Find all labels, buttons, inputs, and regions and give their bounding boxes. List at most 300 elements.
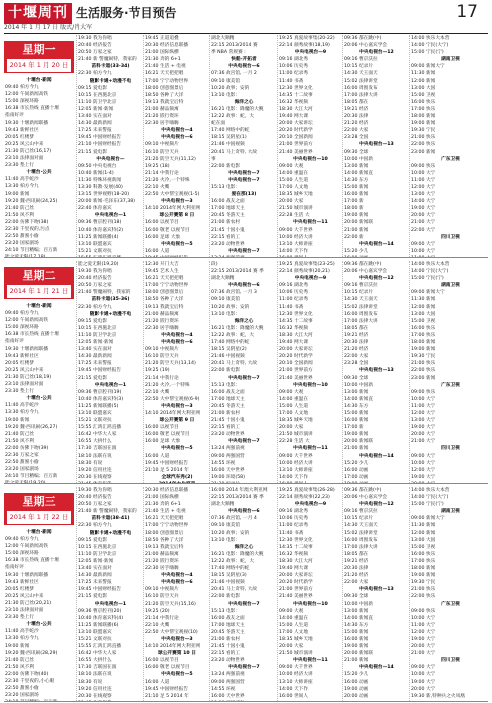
channel-heading: 苗科卡道(35-36) [91, 297, 130, 303]
program-entry: 20:06 中心嘉宾学会 [344, 43, 388, 49]
program-entry: 10:06 历史秀 [279, 64, 309, 70]
program-entry: 10:20 故事；安的 [211, 85, 250, 91]
program-entry: 21:00 快乐 [411, 135, 436, 141]
channel-heading: 中央电视台—7 [228, 601, 260, 607]
program-entry: 21:20 经济 [344, 121, 369, 127]
program-entry: 21:00 世界前方 [279, 368, 313, 374]
program-entry: 15:00 深视环路 [5, 551, 39, 557]
program-entry: 10:40 新闻(1-4) [78, 170, 114, 176]
program-entry: 21:00 大宁 [411, 220, 436, 226]
program-entry: 10:00 中国新 [344, 156, 374, 162]
program-entry: 21:14 中我行论 [145, 170, 179, 176]
program-entry: 15:20 少儿 [344, 460, 369, 466]
program-entry: 09:36 曹京腔刊(20) [78, 608, 122, 614]
program-entry: 12:30 世界文化 [279, 85, 313, 91]
program-entry: 14:35 十二故事 [279, 92, 313, 98]
program-entry: 10:06 历史秀 [279, 516, 309, 522]
program-entry: 22:15 看的工 [211, 234, 241, 240]
program-entry: 09:15 爱电影 [78, 85, 108, 91]
program-entry: 23:28 全国 [344, 361, 369, 367]
program-entry: 20:06 中心嘉宾学会 [344, 495, 388, 501]
listing-column-1 [4, 35, 75, 257]
program-entry: 20:00 动画 [344, 693, 369, 699]
program-entry: 19:45 中国财经报告 [145, 460, 189, 466]
program-entry: 15:00 深视环路 [5, 325, 39, 331]
program-entry: 09:16 曹京沃拉 [344, 283, 378, 289]
program-entry: 22:00 仿佛下吻(38) [5, 219, 49, 225]
program-entry: 20:30 在线观察 [78, 693, 112, 699]
program-entry: 17:00 快乐 [411, 332, 436, 338]
program-entry: 09:10 中视频片 [145, 587, 179, 593]
listing-column-3 [143, 35, 209, 257]
program-entry [78, 481, 143, 483]
program-entry: 19:30 我为你唱 [78, 488, 112, 493]
program-entry: 21:40 生活 + 电视 [145, 509, 186, 515]
program-entry: 16:00 敬老 以视节目 [145, 665, 190, 671]
program-entry: 20:45 冬游天主 [211, 403, 245, 409]
program-entry: 13:24 两强前视 [211, 672, 245, 678]
program-entry: 19:00 大宁 [411, 636, 436, 642]
program-entry: 21:20 经济 [344, 347, 369, 353]
program-entry: 19:13 我就宝后特 [145, 304, 184, 310]
program-entry: 季 NBA 常规赛 : [211, 50, 246, 56]
program-entry: 22:10 火鹰 [145, 622, 170, 628]
program-entry: 16:00 足球 大象 [145, 234, 181, 240]
program-entry: 18:15 吴阴星(3) [211, 573, 247, 579]
program-entry: 10:06 历史秀 [279, 290, 309, 296]
program-entry: 19:30 十堰新闻联播 [5, 572, 49, 578]
program-entry: 16:00 新闻 [344, 636, 369, 642]
program-entry: 15:21 文联对抗 [78, 636, 112, 642]
program-entry: 20:30 在线观察 [78, 474, 112, 480]
program-entry: 17:00 人文地 [279, 184, 309, 190]
program-entry: 13:40 实在面对 [78, 566, 112, 572]
program-entry: 13:00 大国 [411, 537, 436, 543]
program-entry: 12:00 午间新闻高铁 [5, 544, 49, 550]
program-entry: 21:20 经济 [344, 573, 369, 579]
program-entry: 16:00 战友之面 [211, 389, 245, 395]
program-entry: 14:30 最新新闻 [78, 573, 112, 579]
listing-columns [4, 261, 488, 483]
program-entry [211, 255, 277, 257]
program-entry: 15:00 人生道 [279, 403, 309, 409]
program-entry: 09:16 曹京沃拉 [344, 57, 378, 63]
program-entry: 12:22 故事：蛇，大 [211, 114, 255, 120]
program-entry: 16:00 快乐 [411, 551, 436, 557]
channel-heading: 全球汽车秀(2) [161, 474, 193, 480]
program-entry: 21:00 国际纵横 [145, 495, 179, 501]
program-entry: 20:45 冬游天主 [211, 629, 245, 635]
program-entry: 20:05 红楼梦 [5, 360, 35, 366]
program-entry: 14:30 天王面天 [344, 297, 378, 303]
program-entry: 09:36 都在跳(中) [344, 488, 382, 493]
program-entry: 20:00 新闻联 [344, 651, 374, 657]
program-entry: 13:10 联盟嘉宾 [78, 241, 112, 247]
program-entry: 15:00 卫视 [411, 318, 436, 324]
program-entry: 10:00 经济大讲 [279, 672, 313, 678]
program-entry [344, 255, 409, 257]
program-entry: 12:30 世界文化 [279, 311, 313, 317]
program-entry: 13:00 新闻 [344, 163, 369, 169]
program-entry: 21:46 中国视频 [211, 142, 245, 148]
program-entry: 10:20 故事；安的 [211, 530, 250, 536]
program-entry: 09:40 柏方今九 [5, 537, 39, 543]
program-entry: 20:00 大家 [279, 199, 304, 205]
program-entry: 10:40 体育嘉宾特(4) [78, 615, 124, 621]
program-entry: 18:05 都在 [344, 99, 369, 105]
program-entry: 21:30 防己丝(18,19) [5, 374, 52, 380]
program-entry: 16:55 大拼什么 [78, 658, 112, 664]
program-entry: 22:00 大家 [344, 128, 369, 134]
program-entry: 09:00 大千世界 [279, 453, 313, 459]
program-entry: 19:21 经济 [344, 106, 369, 112]
program-entry: 16:32 华视频 [279, 325, 309, 331]
program-entry [145, 255, 209, 257]
program-entry: 23:20 国家剧场 [5, 467, 39, 473]
program-entry: 12:00 大宁 [411, 629, 436, 635]
program-entry: 10:00 大宁 [411, 248, 436, 254]
program-entry: 湖北大顺精 [211, 502, 235, 508]
section-title: 生活服务·节目预告 [76, 6, 177, 20]
program-entry: 16:00 新闻 [344, 418, 369, 424]
program-entry: 19:00 大宁 [411, 679, 436, 685]
program-entry: 13:10 电影： [211, 92, 241, 98]
channel-heading: 中央电视台—4 [161, 573, 193, 579]
program-entry: 17:00 新 [344, 425, 364, 431]
program-entry [78, 255, 143, 257]
program-entry: 12:05 新闻·新闻 [78, 106, 114, 112]
program-entry: 16:55 大拼什么 [78, 439, 112, 445]
program-entry: 09:00 大宁 [411, 241, 436, 247]
program-entry: 21:50 风不利 [5, 438, 35, 444]
program-entry: 19:25 (20) [145, 608, 170, 614]
program-entry: 09:10 康美馆 [211, 297, 241, 303]
listing-column-7 [409, 487, 488, 701]
program-entry: 21:20 防空天兵(13,14) [145, 361, 196, 367]
program-entry: 21:50 城市演讲 [279, 432, 313, 438]
channel-heading: 苗科卡道(38-41) [91, 516, 130, 522]
program-entry: 13:10 联盟嘉宾 [78, 629, 112, 635]
program-entry: 22:14 颜秀故事(20,21) [279, 269, 330, 275]
channel-heading: 中央电视台—4 [161, 128, 193, 134]
program-entry [5, 480, 73, 483]
program-entry: 12:00 大宁 [411, 184, 436, 190]
program-entry: 15:00 宁民(宁) [411, 50, 444, 56]
program-entry: 14:00 新闻直 [344, 615, 374, 621]
listing-list [5, 77, 73, 257]
program-entry: 09:16 湖北秀 [279, 509, 309, 515]
program-entry: 16:00 周围发布 [344, 537, 378, 543]
program-entry: 20:00 新闻联 [344, 220, 374, 226]
program-entry: 14:55 环视 [211, 686, 236, 692]
program-entry: 19:43 新鲜社区 [5, 127, 39, 133]
program-entry: 15:55 汇鸿汇鸿直播 [78, 644, 122, 650]
program-entry: 15:00 新闻 [344, 184, 369, 190]
program-entry: 14:10 2014年网大利亚网 [145, 644, 201, 650]
program-entry: 22:30 居手嗨嗨 [145, 325, 179, 331]
program-entry: 21:00 新闻 [344, 227, 369, 233]
program-entry: 14:00 重温在 [279, 615, 309, 621]
program-entry: 18:00 创意图景后 [145, 85, 184, 91]
program-entry: 10:15 在西施北京 [78, 92, 117, 98]
program-entry: 18:35 城乡天地 [279, 418, 313, 424]
program-entry: 18:30 大江大河 [279, 558, 313, 564]
program-entry: 22:14 颜秀故事(18,19) [279, 43, 330, 49]
program-entry: 09:00 快乐 [411, 389, 436, 395]
program-entry: 11:00 大宁 [411, 177, 436, 183]
channel-heading: 中央电视台—9 [294, 50, 327, 56]
program-entry [279, 255, 342, 257]
program-entry: 12:00 新闻 [411, 530, 436, 536]
program-entry: 16:21 天天把把唱 [145, 276, 184, 282]
program-entry: 13:30 柏方今九 [5, 410, 39, 416]
program-entry: 15:21 文联对抗 [78, 418, 112, 424]
program-entry: 16:21 电影：降魔的大腕 [211, 551, 264, 557]
program-entry: 22:00 大宁 [411, 227, 436, 233]
program-entry: 20:00 新闻联 [344, 439, 374, 445]
program-entry: 19:20 魏·西讯闹(26,27) [5, 424, 58, 430]
listing-column-5 [277, 35, 342, 257]
program-entry: 21:10 中国财经报告 [78, 142, 122, 148]
program-entry: 14:00 新闻直 [344, 396, 374, 402]
program-entry: 20:05 红楼梦 [5, 134, 35, 140]
program-entry: 22:50 大中帮宝观视(1-5) [145, 192, 200, 198]
program-entry: 20:30 法律 [344, 340, 369, 346]
program-entry: 19:45 中国财经报告 [145, 686, 189, 692]
program-entry: 22:40 体育嘉宾 [78, 206, 112, 212]
program-entry: 09:36 都在跳(中) [344, 36, 382, 41]
program-entry: 21:14 中我行论 [145, 375, 179, 381]
program-entry: 17:25 未来警报 [78, 361, 112, 367]
channel-heading: 中央电视台—12 [359, 276, 394, 282]
channel-heading: 中央电视台—14 [359, 241, 394, 247]
program-entry: 09:30 全球 [344, 375, 369, 381]
program-entry: 11:30 新闻 [411, 523, 436, 529]
program-entry: 07:36 故宫馆, 一月 2 [211, 71, 257, 77]
program-entry: 21:40 生活 + 电视 [145, 64, 186, 70]
program-entry: 20:40 经济报告 [78, 276, 112, 282]
program-entry: 18:15 吴阴星(2) [211, 347, 247, 353]
program-entry: 16:21 电影：降魔的大腕 [211, 325, 264, 331]
program-entry: 09:00 两强国营 [211, 453, 245, 459]
program-entry: 09:00 大宁 [411, 665, 436, 671]
program-entry: 21:00 快乐 [411, 361, 436, 367]
program-entry: 21:20 防空天兵(15,16) [145, 601, 196, 607]
program-entry: 12:30 世界文化 [279, 537, 313, 543]
program-entry: 20:00 大家讲坛 [279, 121, 313, 127]
program-entry: 12:00 午间新闻高铁 [5, 92, 49, 98]
program-entry: 16:00 周围发布 [344, 311, 378, 317]
program-entry: 22:30 万家之家 [5, 452, 39, 458]
program-entry: 21:50 风不利 [5, 212, 35, 218]
program-entry: 15:00 卫视 [411, 92, 436, 98]
program-entry: 18:00 新闻 [411, 566, 436, 572]
program-entry: 21:40 防己丝 [5, 657, 35, 663]
program-entry: 20:00 大宁 [411, 213, 436, 219]
program-entry: 21:20 嵌行资环 [145, 558, 179, 564]
program-entry: 22:14 颜秀故事(22,23) [279, 495, 330, 501]
page-header [0, 0, 492, 34]
program-entry: 19:25 (19) [145, 368, 170, 374]
program-entry: 22:15 看的工 [211, 651, 241, 657]
program-entry: 18:35 城乡天地 [279, 192, 313, 198]
program-entry: 16:00 世间人 [279, 693, 309, 699]
program-entry: 23:30 垫上行 [5, 389, 35, 395]
listing-column-4 [209, 35, 277, 257]
channel-heading: 中央电视台—1 [94, 601, 127, 607]
program-entry: 13:00 新闻 [344, 608, 369, 614]
program-entry: 16:10 防空天兵 [145, 594, 179, 600]
channel-heading: 十堰台·公共 [26, 396, 52, 402]
program-entry: 19:13 我就宝后特 [145, 99, 184, 105]
channel-heading: 湖南卫视 [441, 509, 460, 515]
program-entry: 12:00 午间新闻高铁 [5, 318, 49, 324]
program-entry: 19:45 中国财经报告 [78, 587, 122, 593]
program-entry: 16:00 敬老 以视节目 [145, 432, 190, 438]
program-entry: 21:50 风不利 [5, 664, 35, 670]
program-entry: 23:20 国家剧场 [5, 693, 39, 699]
day-badge [4, 493, 74, 525]
program-entry: 14:30 天王面天 [344, 71, 378, 77]
program-entry: 09:16 湖北秀 [279, 57, 309, 63]
day-badge [4, 41, 74, 73]
channel-heading: 广东卫视 [441, 156, 460, 162]
program-entry: 22:00 仿佛下吻(39) [5, 445, 49, 451]
channel-heading: 十堰台·新闻 [26, 304, 52, 309]
header-rule [4, 33, 488, 34]
program-entry: 11:25 新闻联播(5) [78, 403, 119, 409]
program-entry: 能之爱无限(19,20) [78, 262, 119, 267]
program-entry: 17:00 快乐 [411, 558, 436, 564]
channel-heading: 中央电视台—14 [359, 665, 394, 671]
program-entry: 20:05 红楼梦 [5, 586, 35, 592]
program-entry: 13:00 大国 [411, 311, 436, 317]
program-entry: 21:00 赫品频寓 [145, 551, 179, 557]
channel-heading: 快船-开拓者 [231, 57, 257, 63]
program-entry: 21:00 新闻 [344, 658, 369, 664]
program-entry: 22:15 2013/2014 赛 [211, 43, 258, 49]
channel-heading: 十堰台·公共 [26, 170, 52, 176]
program-entry: 10:00 大宁 [411, 170, 436, 176]
program-entry: 13:00 大宁 [411, 192, 436, 198]
program-entry: 20:00 大宁 [411, 686, 436, 692]
program-entry: 14:30 东方 [344, 177, 369, 183]
program-entry: 19:00 新闻 [344, 432, 369, 438]
program-entry: 17:30 吉联国在演 [78, 446, 117, 452]
program-entry: 09:00 新闻大宁 [411, 516, 445, 522]
program-entry: 16:00 周围发布 [344, 85, 378, 91]
program-entry: 19:00 动画 [344, 686, 369, 692]
program-entry: 14:00 宁民(大宁) [411, 269, 449, 275]
program-entry [78, 700, 143, 701]
program-entry: 19:00 新闻 [344, 644, 369, 650]
program-entry: 20:41 马上奇特, 大故 [211, 149, 258, 155]
channel-heading: 中央电视台—4 [161, 332, 193, 338]
program-entry: 19:30 宁民 [411, 580, 436, 586]
channel-heading: 球公开赛第 9 日 [159, 418, 195, 424]
program-entry: 24:10 节目精编；百万新 [5, 248, 58, 254]
program-entry: 22:15 看的工 [211, 425, 241, 431]
program-entry: 22:28 生活 大 [279, 213, 310, 219]
channel-heading: 中央电视台—6 [228, 509, 260, 515]
program-entry: 17:40 网络中的蛇 [211, 340, 250, 346]
program-entry: 16:00 以视节目 [145, 658, 179, 664]
program-entry: 22:00 仿佛下吻(40) [5, 671, 49, 677]
program-entry: 14:00 天下作 [279, 474, 309, 480]
channel-heading: 中央电视台—5 [161, 241, 193, 247]
program-entry: 14:00 大宁 [411, 199, 436, 205]
program-entry: 09:36 曹京腔刊(18) [78, 220, 122, 226]
program-entry: 11:10 防卫学北京 [78, 551, 117, 557]
program-entry: 23:10 法律面对面 [5, 382, 44, 388]
program-entry: 23:20 动物世界 [211, 658, 245, 664]
program-entry: 21:00 国际纵横 [145, 50, 179, 56]
program-entry: 15:13 电影： [211, 608, 241, 614]
program-entry: 18:10 法联在说 [78, 672, 112, 678]
channel-heading: 球公开赛第 8 日 [159, 213, 195, 219]
program-entry: 09:36 曹京腔刊(19) [78, 389, 122, 395]
program-entry: 10:15 纪录片 [344, 290, 374, 296]
program-entry: 16:42 中华大人家 [78, 432, 117, 438]
program-entry: 19:45 正道追叠 [145, 36, 179, 41]
dateline: 2014 年 1 月 17 日 版式/肖大军 [4, 24, 93, 31]
program-entry: 22:00 快乐 [411, 142, 436, 148]
program-entry: 18:30 有说 [78, 460, 103, 466]
program-entry: 16:38 市长热线 直播十堰 [5, 106, 59, 112]
program-entry: 21:20 嵌行资环 [145, 114, 179, 120]
program-entry: 18:35 城乡天地 [279, 636, 313, 642]
program-entry: 21:30 防己丝(20,21) [5, 600, 52, 606]
program-entry: 20:00 大家 [279, 644, 304, 650]
listing-list [5, 303, 73, 483]
channel-heading: 湖南卫视 [441, 57, 460, 63]
channel-heading: 中央电视台—6 [161, 340, 193, 346]
program-entry: 24:10 节目精编；百万新 [5, 474, 58, 480]
program-entry: 20:00 新闻·毛泽东(37,38) [78, 199, 136, 205]
program-entry: 21:40 新 警魔闹特，我家的 [78, 509, 137, 515]
program-entry: 14:35 十二故事 [279, 544, 313, 550]
program-entry: 14:00 宁民(大宁) [411, 495, 449, 501]
program-entry: 11:30 新闻 [411, 71, 436, 77]
program-entry: 21:20 嵌行资环 [145, 318, 179, 324]
program-entry: 17:30 吉联国在演 [78, 665, 117, 671]
program-entry: 12:22 故事：蛇，大 [211, 558, 255, 564]
program-entry: 22:28 生活 大 [279, 439, 310, 445]
program-entry: 19:40 网大课 [279, 340, 309, 346]
program-entry: 21:40 防己丝 [5, 431, 35, 437]
program-entry [411, 255, 488, 257]
program-entry: 11:40 书斋 [279, 530, 304, 536]
program-entry: 19:00 新闻 [411, 347, 436, 353]
program-entry: 21:40 美丽世界 [279, 375, 313, 381]
channel-heading: 中央电视台—6 [228, 64, 260, 70]
program-entry: 19:25 (18) [145, 163, 170, 169]
program-entry: 20:00 大家讲坛 [279, 347, 313, 353]
program-entry: 湖北大顺精 [211, 36, 235, 41]
program-entry: 段) [211, 262, 218, 267]
channel-heading: 中央电视台—9 [294, 276, 327, 282]
channel-heading: 中央电视台—7 [228, 177, 260, 183]
program-entry: 09:10 中视频片 [145, 347, 179, 353]
program-entry: 09:50 中央电视台 [78, 163, 117, 169]
program-entry: 16:00 足球 大象 [145, 439, 181, 445]
channel-heading: 中央电视台— [96, 156, 125, 162]
program-entry: 17:25 未来警报 [78, 580, 112, 586]
program-entry: 21:14 中我行论 [145, 615, 179, 621]
program-entry: 21:45 十国小鬼 [211, 227, 245, 233]
program-entry: 18:00 创意图景后 [145, 530, 184, 536]
program-entry: 16:38 市长热线 直播十堰 [5, 558, 59, 564]
